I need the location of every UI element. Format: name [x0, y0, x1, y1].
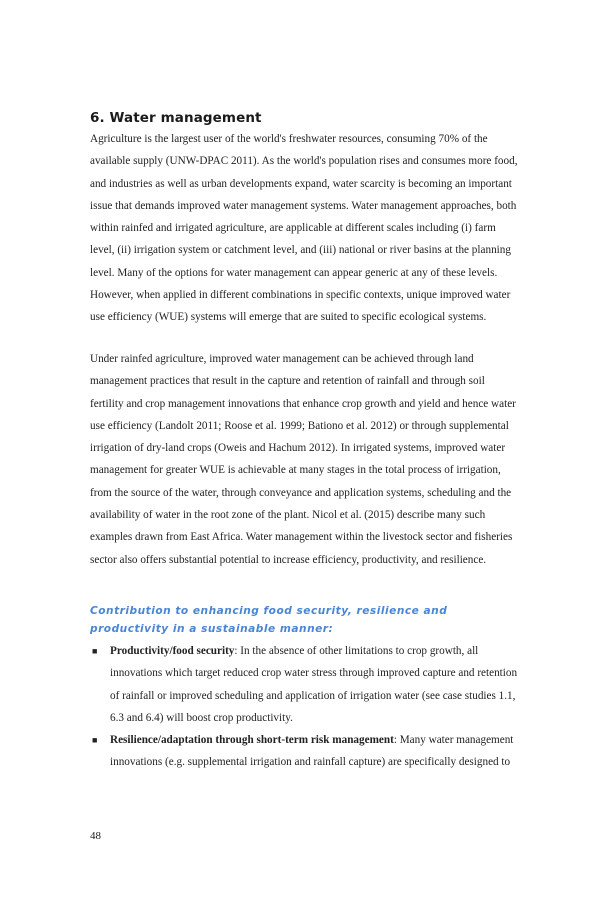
section-heading: 6. Water management	[90, 110, 262, 126]
contribution-subheading: Contribution to enhancing food security, resilience and productivity in a sustainable manner:	[90, 605, 448, 635]
paragraph-rainfed: Under rainfed agriculture, improved water management can be achieved through land management practices that result in the capture and retention of rainfall and through soil fertility and crop management innovations that enhance crop growth and yield and hence water use efficiency (Landolt 2011; Roose et al. 1999; Bationo et al. 2012) or through supplemental irrigation of dry-land crops (Oweis and Hachum 2012). In irrigated systems, improved water management for greater WUE is achievable at many stages in the total process of irrigation, from the source of the water, through conveyance and application systems, scheduling and the availability of water in the root zone of the plant. Nicol et al. (2015) describe many such examples drawn from East Africa. Water management within the livestock sector and fisheries sector also offers substantial potential to increase efficiency, productivity, and resilience.	[90, 353, 516, 566]
contribution-list	[90, 640, 520, 774]
bullet-text: : In the absence of other limitations to crop growth, all innovations which target reduced crop water stress through improved capture and retention of rainfall or improved scheduling and application of irrigation water (see case studies 1.1, 6.3 and 6.4) will boost crop productivity.	[110, 645, 518, 724]
bullet-icon: ■	[92, 735, 98, 746]
bullet-text: : Many water management innovations (e.g. supplemental irrigation and rainfall capture) are specifically designed to	[110, 734, 514, 769]
list-item	[90, 640, 520, 729]
bullet-icon: ■	[92, 646, 98, 656]
list-item	[90, 729, 520, 774]
bullet-term: Resilience/adaptation through short-term risk management	[110, 734, 394, 747]
page-number: 48	[90, 830, 101, 842]
bullet-term: Productivity/food security	[110, 645, 235, 657]
paragraph-intro: Agriculture is the largest user of the world's freshwater resources, consuming 70% of the available supply (UNW-DPAC 2011). As the world's population rises and consumes more food, and industries as well as urban developments expand, water scarcity is becoming an important issue that demands improved water management systems. Water management approaches, both within rainfed and irrigated agriculture, are applicable at different scales including (i) farm level, (ii) irrigation system or catchment level, and (iii) national or river basins at the planning level. Many of the options for water management can appear generic at any of these levels. However, when applied in different combinations in specific contexts, unique improved water use efficiency (WUE) systems will emerge that are suited to specific ecological systems.	[90, 133, 518, 324]
